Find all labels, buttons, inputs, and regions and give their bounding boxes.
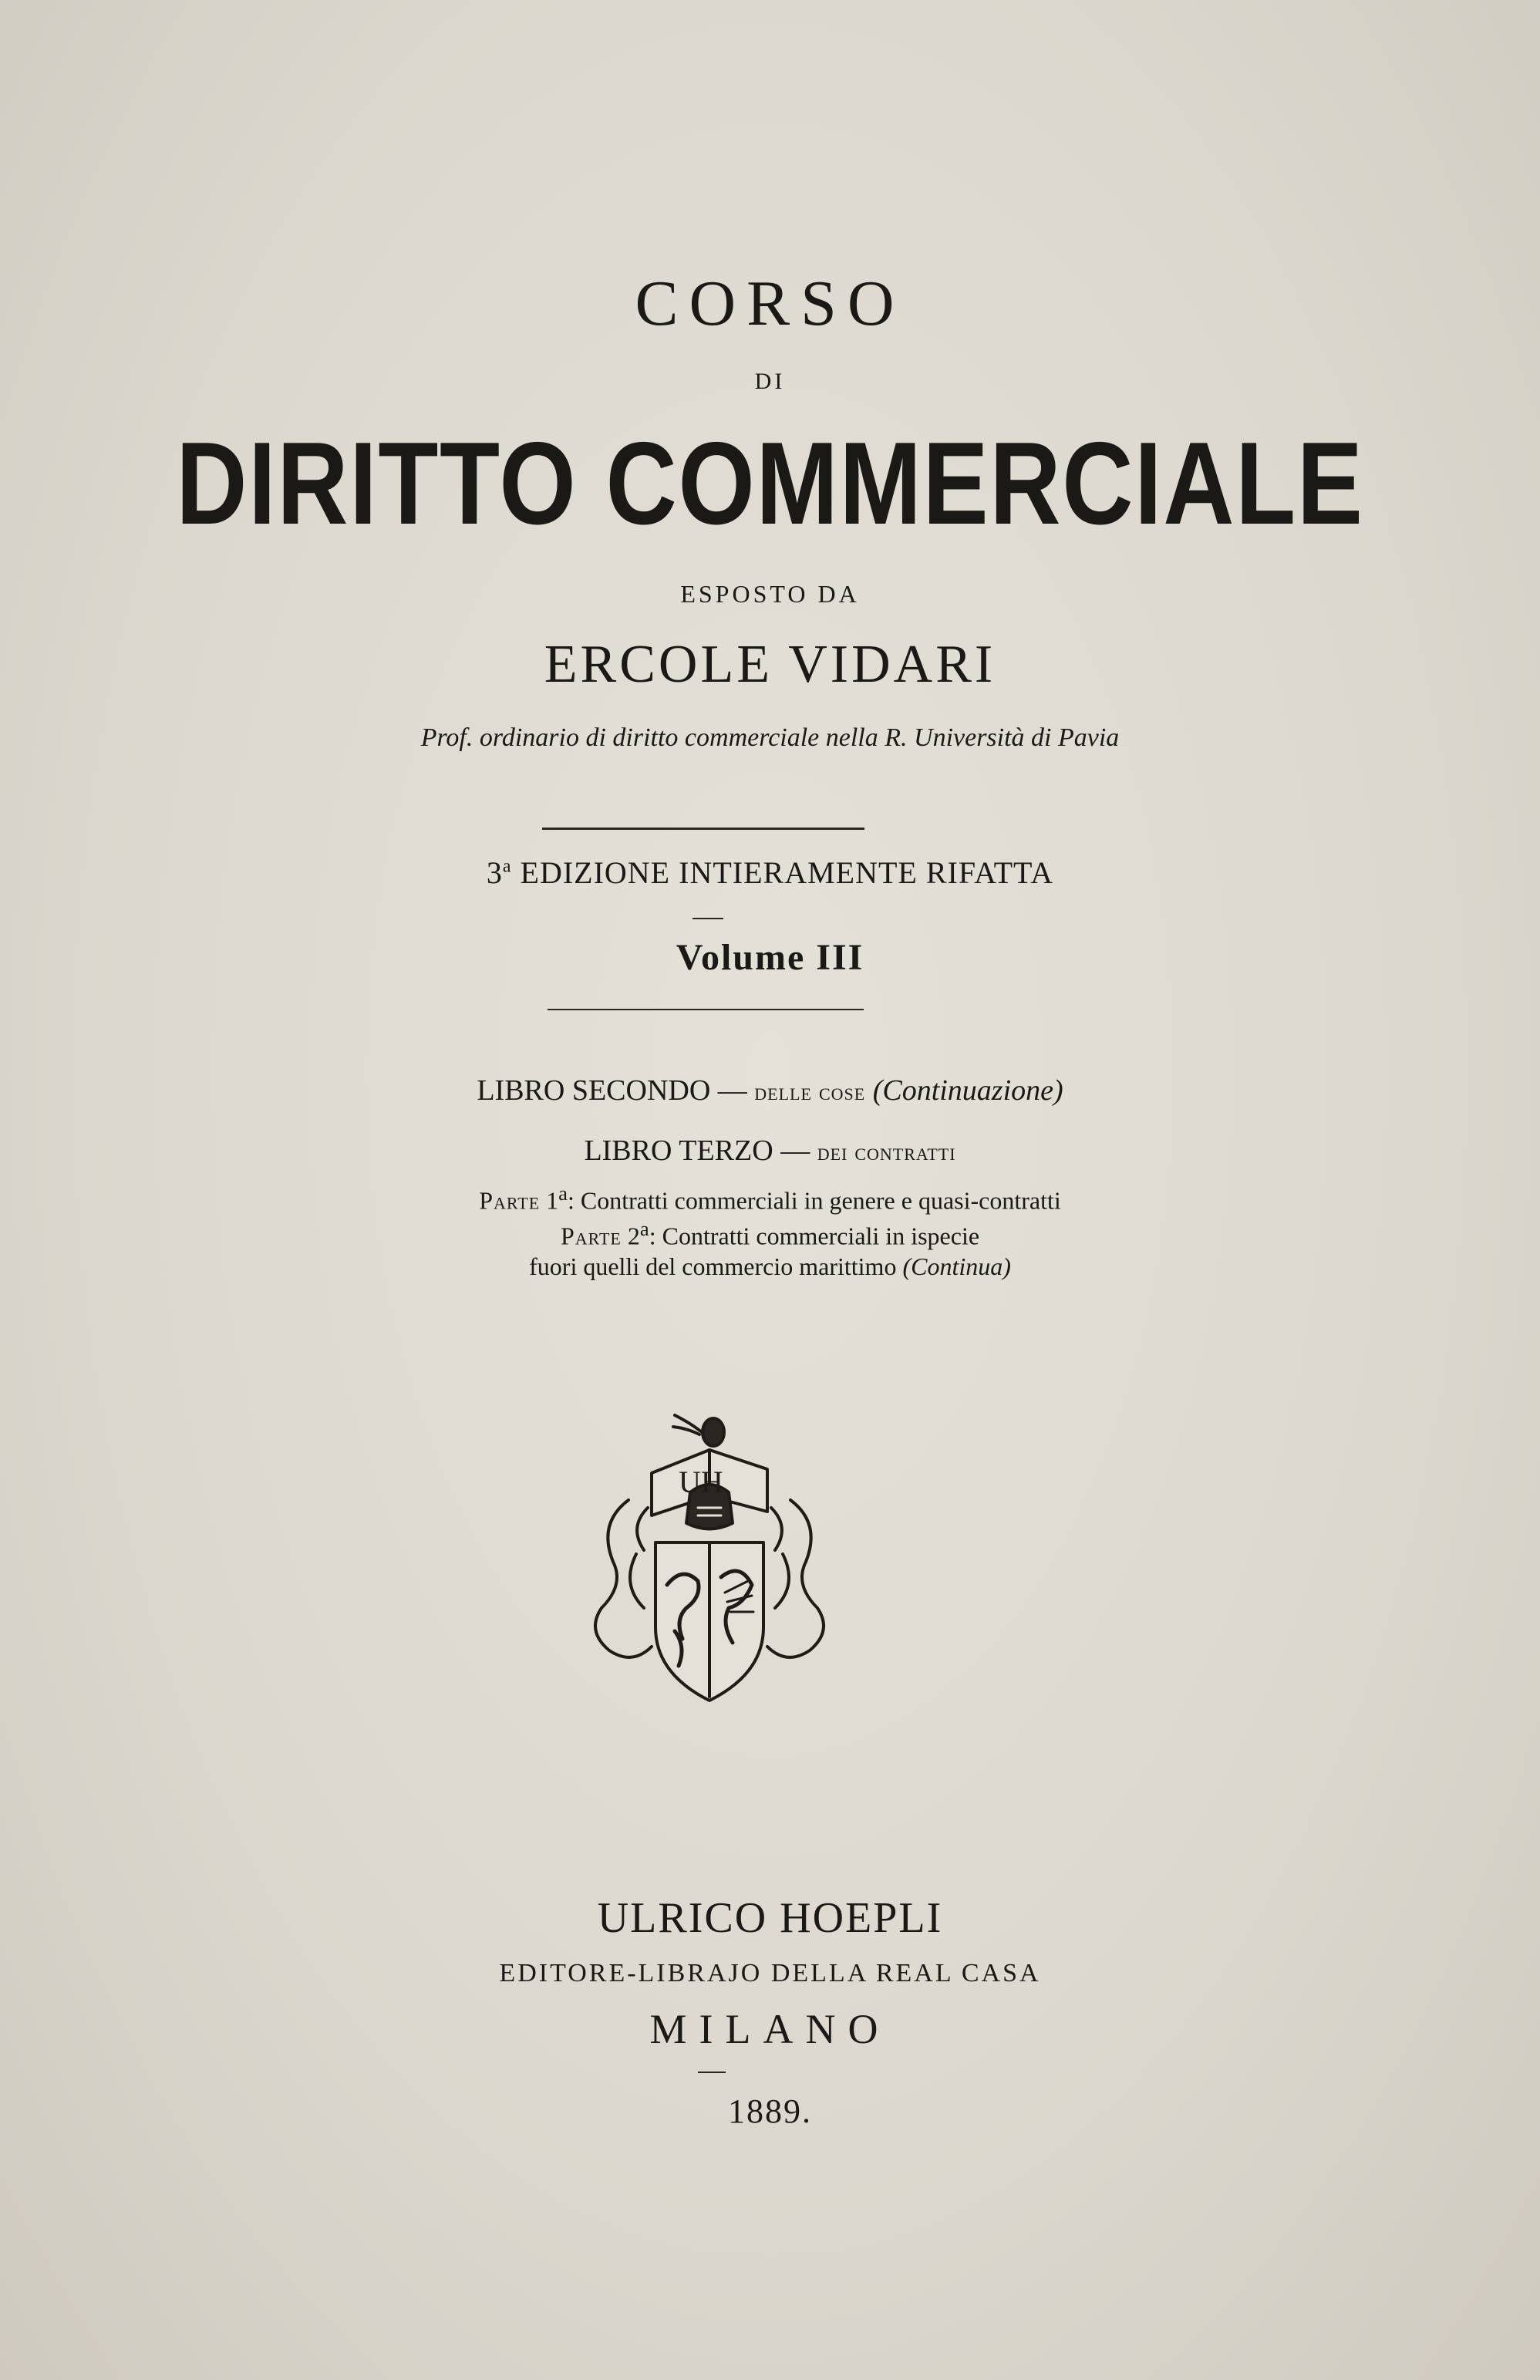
parte-2-text: : Contratti commerciali in ispecie [649, 1222, 980, 1250]
divider-rule-lower [548, 1009, 864, 1010]
parte-2-line [0, 1217, 1540, 1251]
parte-2-continuation [0, 1252, 1540, 1281]
publication-city: MILANO [649, 2006, 891, 2052]
short-rule-bottom [698, 2072, 726, 2073]
parte-1-number: 1 [546, 1186, 559, 1215]
parte-2-label: Parte [560, 1222, 622, 1250]
publisher-role: EDITORE-LIBRAJO DELLA REAL CASA [499, 1959, 1041, 1987]
libro-terzo-label: LIBRO TERZO [584, 1134, 773, 1167]
volume-label: Volume III [676, 937, 864, 978]
parte-1-line [0, 1182, 1540, 1215]
emblem-monogram: UH [679, 1465, 723, 1499]
parte-2-superscript: a [639, 1217, 649, 1240]
libro-secondo-subject: delle cose [754, 1077, 866, 1105]
dash: — [773, 1134, 817, 1167]
edition-line [0, 855, 1540, 891]
divider-rule [542, 828, 864, 830]
edition-text: EDIZIONE INTIERAMENTE RIFATTA [511, 855, 1054, 890]
parte-2-cont-note: (Continua) [902, 1252, 1011, 1280]
libro-secondo-note: (Continuazione) [872, 1074, 1063, 1107]
edition-number: 3 [486, 855, 503, 890]
series-title: CORSO [635, 268, 905, 339]
libro-secondo-line [0, 1074, 1540, 1107]
publication-year: 1889. [728, 2092, 812, 2130]
author-name: ERCOLE VIDARI [544, 635, 996, 694]
parte-2-cont-text: fuori quelli del commercio marittimo [529, 1252, 903, 1280]
parte-1-superscript: a [558, 1182, 568, 1205]
esposto-da: ESPOSTO DA [680, 580, 860, 608]
parte-2-number: 2 [627, 1222, 640, 1250]
libro-secondo-label: LIBRO SECONDO [477, 1074, 711, 1107]
libro-terzo-subject: dei contratti [817, 1138, 956, 1165]
author-role: Prof. ordinario di diritto commerciale nella R. Università di Pavia [420, 723, 1120, 752]
edition-superscript: a [502, 856, 512, 877]
libro-terzo-line [0, 1134, 1540, 1168]
publisher-name: ULRICO HOEPLI [597, 1894, 943, 1942]
dash: — [710, 1074, 755, 1107]
publisher-emblem-icon [582, 1400, 837, 1724]
parte-1-label: Parte [479, 1186, 541, 1215]
short-rule [692, 918, 723, 919]
connector-di: DI [754, 369, 786, 394]
main-title: DIRITTO COMMERCIALE [176, 418, 1364, 549]
parte-1-text: : Contratti commerciali in genere e quasi-contratti [568, 1186, 1061, 1215]
